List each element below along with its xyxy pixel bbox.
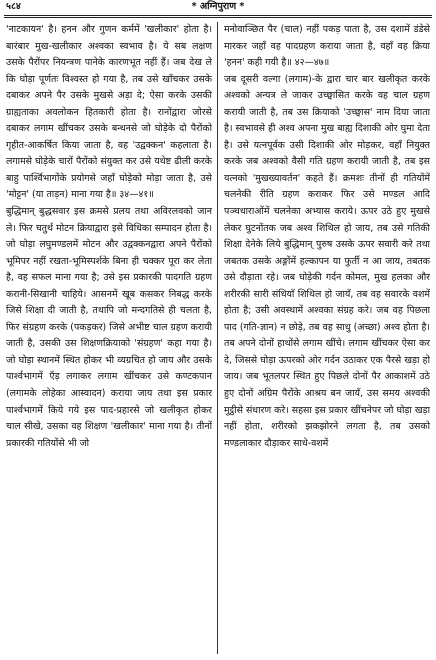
header-rule [4, 15, 432, 16]
column-divider [217, 22, 218, 654]
left-paragraph-1: 'नाटकायन' है। हनन और गुणन कर्ममें 'खलीकार' होता है। बारंबार मुख-खलीकार अश्वका स्वभाव है। ये सब लक्षण उसके पैरोंपर नियन्त्रण पानेके कारणभूत नहीं हैं। जब देख ले कि घोड़ा पूर्णतः विश्वस्त हो गया है, तब उसे खाँचकर उसके दबाकर अपने पैर उसके मुखसे अड़ा दे; ऐसा करके उसकी ग्राह्यताका अवलोकन हितकारी होता है। रानोंद्वारा जोरसे दबाकर लगाम खींचकर उसके बन्धनसे जो घोड़ेके दो पैरोंको गृहीत-आकर्षित किया जाता है, वह 'उद्वक्कन' कहलाता है। लगामसे घोड़ेके चारों पैरोंको संयुक्त कर उसे यथेष्ट ढीली करके बाहु पार्श्विभागोंके प्रयोगसे जहाँ घोड़ेको मोड़ा जाता है, उसे 'मोट्टन' (या ताड़न) माना गया है॥ ३४—४१॥ [6, 24, 212, 201]
right-paragraph-1: मनोवाञ्छित पैर (चाल) नहीं पकड़ पाता है, उस दशामें डंडेसे मारकर जहाँ वह पादग्रहण कराया जाता है, वहाँ वह क्रिया 'हनन' कही गयी है॥ ४२—४७॥ [224, 24, 430, 69]
left-paragraph-2: बुद्धिमान् बुद्धसवार इस क्रमसे प्रलय तथा अविरलवको जान ले। फिर चतुर्थ मोटन क्रियाद्वारा इसे विधिका सम्पादन होता है। जो घोड़ा लघुमण्डलमें मोटन और उद्वक्कनद्वारा अपने पैरोंको भूमिपर नहीं रखता-भूमिस्पर्शके बिना ही चक्कर पूरा कर लेता है, वह सफल माना गया है; उसे इस प्रकारकी पादगति ग्रहण करानी-सिखानी चाहिये। आसनमें खूब कसकर निबद्ध करके जिसे शिक्षा दी जाती है, तथापि जो मन्दगतिसे ही चलता है, फिर संग्रहण करके (पकड़कर) जिसे अभीष्ट चाल ग्रहण करायी जाती है, उसकी उस शिक्षणक्रियाको 'संग्रहण' कहा गया है। जो घोड़ा स्थानमें स्थित होकर भी व्यग्रचित हो जाय और उसके पार्श्वभागमें एँड़ लगाकर लगाम खींचकर उसे कण्टकपान (लगामके लोहेका आस्वादन) कराया जाय तथा इस प्रकार पार्श्वभागमें किये गये इस पाद-प्रहारसे जो खलीकृत होकर चाल सीखे, उसका वह शिक्षण 'खलीकार' माना गया है। तीनों प्रकारकी गतियोंसे भी जो [6, 206, 212, 449]
running-title: * अग्निपुराण * [191, 1, 245, 12]
left-column [6, 22, 212, 654]
right-paragraph-2: जब दूसरी वल्गा (लगाम)-के द्वारा चार बार खलीकृत करके अश्वको अन्यत्र ले जाकर उच्छ्वासित करके वह चाल ग्रहण करायी जाती है, तब उस क्रियाको 'उच्छ्वास' नाम दिया जाता है। स्वभावसे ही अश्व अपना मुख बाह्य दिशाकी ओर घुमा देता है। उसे यत्नपूर्वक उसी दिशाकी ओर मोड़कर, वहाँ नियुक्त करके जब अश्वको वैसी गति ग्रहण करायी जाती है, तब इस यत्नको 'मुखख्यावर्तन' कहते हैं। क्रमशः तीनों ही गतियोंमें चलनेकी रीति ग्रहण कराकर फिर उसे मण्डल आदि पञ्चधाराओंमें चलनेका अभ्यास कराये। ऊपर उठे हुए मुखसे लेकर घुटनोंतक जब अश्व शिथिल हो जाय, तब उसे गतिकी शिक्षा देनेके लिये बुद्धिमान् पुरुष उसके ऊपर सवारी करे तथा जबतक उसके अङ्गोंमें हल्कापन या फुर्ती न आ जाय, तबतक उसे दौड़ाता रहे। जब घोड़ेकी गर्दन कोमल, मुख हलका और शरीरकी सारी संधियाँ शिथिल हो जायँ, तब वह सवारके वशमें होता है; उसी अवस्थामें अश्वका संग्रह करे। जब वह पिछला पाद (गति-ज्ञान) न छोड़े, तब वह साधु (अच्छा) अश्व होता है। तब अपने दोनों हाथोंसे लगाम खींचे। लगाम खींचकर ऐसा कर दे, जिससे घोड़ा ऊपरको ओर गर्दन उठाकर एक पैरसे खड़ा हो जाय। जब भूतलपर स्थित हुए पिछले दोनों पैर आकाशमें उठे हुए दोनों अग्रिम पैरोंके आश्रय बन जायँ, उस समय अश्वकी मुट्ठीसे संधारण करे। सहसा इस प्रकार खींचनेपर जो घोड़ा खड़ा नहीं होता, शरीरको झकझोरने लगता है, तब उसको मण्डलाकार दौड़ाकर साधे-वशमें [224, 73, 430, 449]
page-number: ५८४ [6, 1, 21, 12]
header-rule-double [4, 17, 432, 18]
page-header [6, 0, 430, 14]
right-column [224, 22, 430, 654]
